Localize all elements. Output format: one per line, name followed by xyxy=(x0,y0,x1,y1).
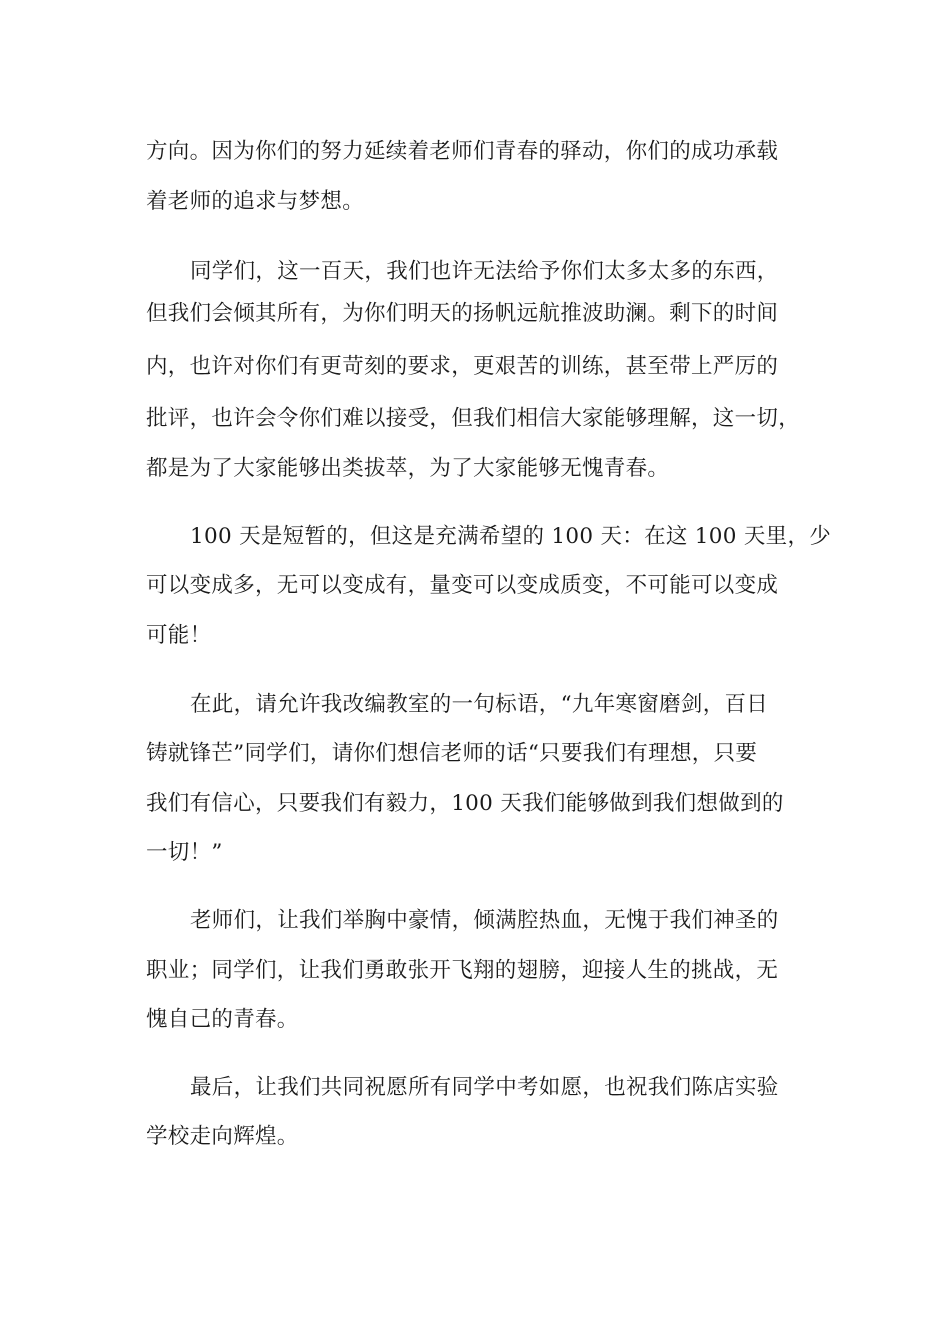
paragraph-1-line-2: 着老师的追求与梦想。 xyxy=(146,189,365,214)
paragraph-4-line-1: 在此，请允许我改编教室的一句标语，“九年寒窗磨剑，百日 xyxy=(190,692,769,717)
paragraph-6-line-2: 学校走向辉煌。 xyxy=(146,1124,299,1149)
paragraph-2-line-1: 同学们，这一百天，我们也许无法给予你们太多太多的东西， xyxy=(190,259,779,284)
paragraph-3-line-2: 可以变成多，无可以变成有，量变可以变成质变，不可能可以变成 xyxy=(146,573,779,598)
paragraph-4-line-4: 一切！” xyxy=(146,840,223,865)
paragraph-2-line-5: 都是为了大家能够出类拔萃，为了大家能够无愧青春。 xyxy=(146,456,670,481)
paragraph-3-line-1: 100 天是短暂的，但这是充满希望的 100 天：在这 100 天里，少 xyxy=(190,524,832,549)
paragraph-1-line-1: 方向。因为你们的努力延续着老师们青春的驿动，你们的成功承载 xyxy=(146,139,779,164)
paragraph-5-line-2: 职业；同学们，让我们勇敢张开飞翔的翅膀，迎接人生的挑战，无 xyxy=(146,958,779,983)
paragraph-2-line-3: 内，也许对你们有更苛刻的要求，更艰苦的训练，甚至带上严厉的 xyxy=(146,354,779,379)
paragraph-6-line-1: 最后，让我们共同祝愿所有同学中考如愿，也祝我们陈店实验 xyxy=(190,1075,779,1100)
paragraph-2-line-4: 批评，也许会令你们难以接受，但我们相信大家能够理解，这一切， xyxy=(146,406,801,431)
paragraph-5-line-1: 老师们，让我们举胸中豪情，倾满腔热血，无愧于我们神圣的 xyxy=(190,908,779,933)
paragraph-4-line-3: 我们有信心，只要我们有毅力，100 天我们能够做到我们想做到的 xyxy=(146,791,784,816)
paragraph-2-line-2: 但我们会倾其所有，为你们明天的扬帆远航推波助澜。剩下的时间 xyxy=(146,301,779,326)
paragraph-4-line-2: 铸就锋芒”同学们，请你们想信老师的话“只要我们有理想，只要 xyxy=(146,741,758,766)
paragraph-5-line-3: 愧自己的青春。 xyxy=(146,1007,299,1032)
paragraph-3-line-3: 可能！ xyxy=(146,623,212,648)
